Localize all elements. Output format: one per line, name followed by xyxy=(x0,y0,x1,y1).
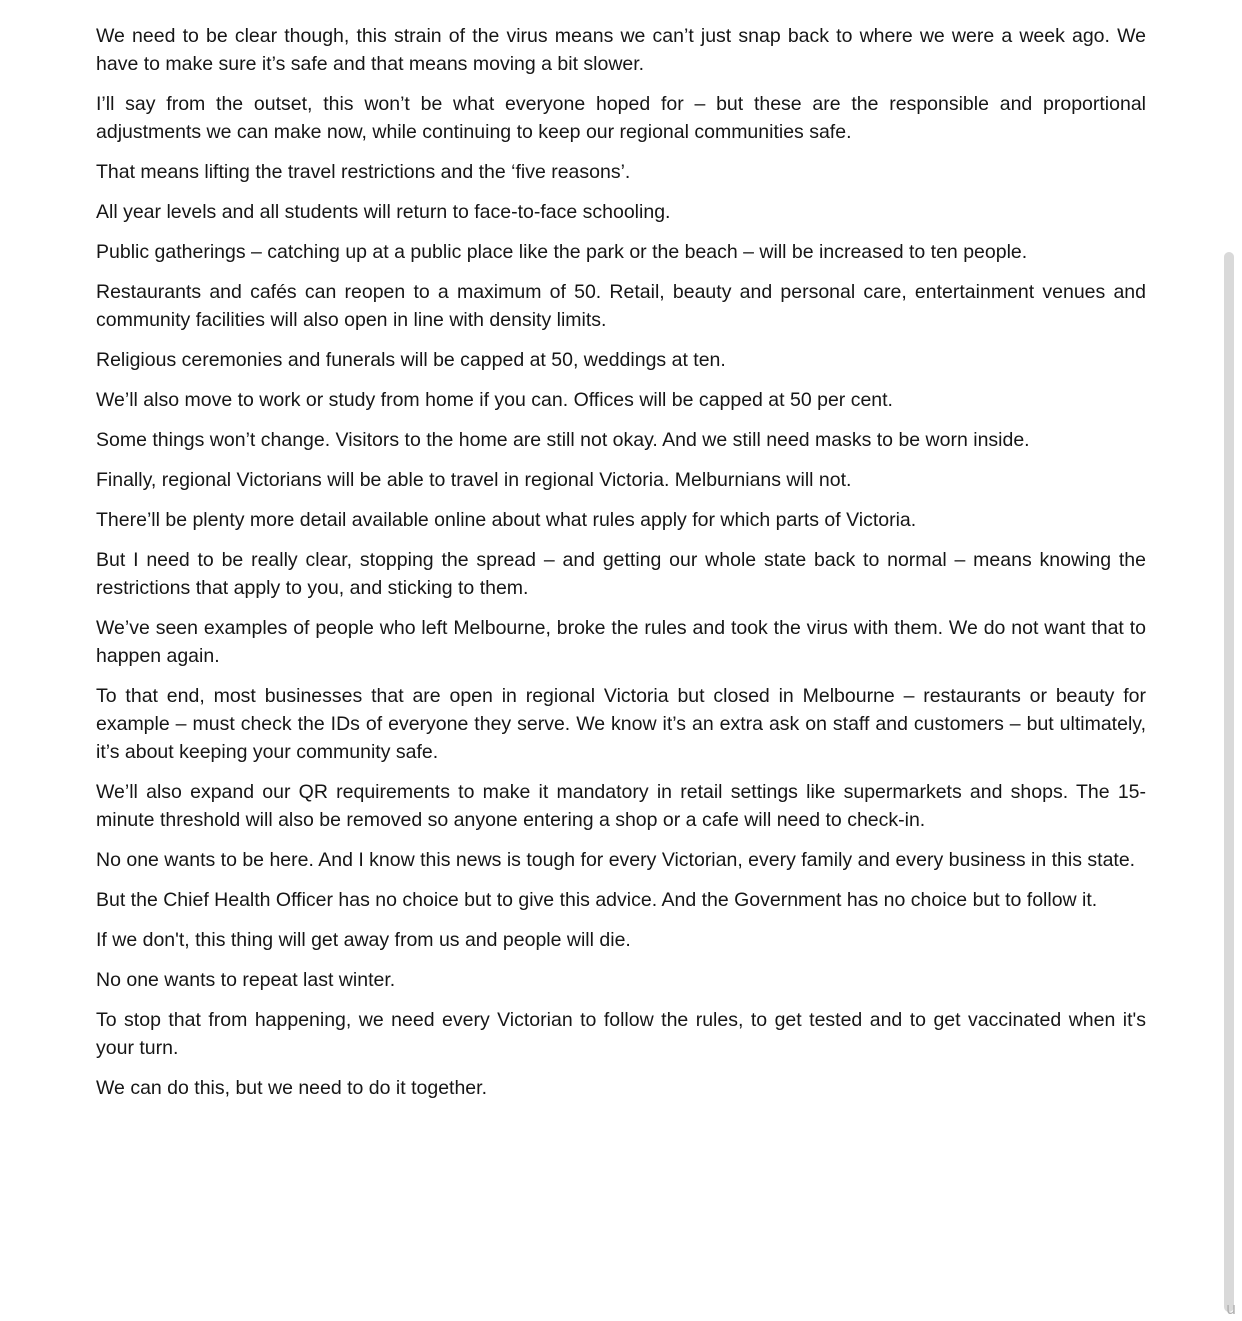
paragraph: There’ll be plenty more detail available online about what rules apply for which parts of Victoria. xyxy=(96,509,917,531)
paragraph: But the Chief Health Officer has no choice but to give this advice. And the Government has no choice but to follow it. xyxy=(96,889,1098,911)
paragraph: I’ll say from the outset, this won’t be what everyone hoped for – but these are the responsible and proportional adjustments we can make now, while continuing to keep our regional communities safe. xyxy=(96,93,1146,143)
paragraph: We’ll also move to work or study from home if you can. Offices will be capped at 50 per cent. xyxy=(96,389,893,411)
paragraph: If we don't, this thing will get away from us and people will die. xyxy=(96,929,631,951)
paragraph: To that end, most businesses that are open in regional Victoria but closed in Melbourne – restaurants or beauty for example – must check the IDs of everyone they serve. We know it’s an extra ask on staff and customers – but ultimately, it’s about keeping your community safe. xyxy=(96,685,1146,763)
document-page xyxy=(96,22,1146,1114)
paragraph: But I need to be really clear, stopping the spread – and getting our whole state back to normal – means knowing the restrictions that apply to you, and sticking to them. xyxy=(96,549,1146,599)
paragraph: Some things won’t change. Visitors to the home are still not okay. And we still need masks to be worn inside. xyxy=(96,429,1030,451)
paragraph: All year levels and all students will return to face-to-face schooling. xyxy=(96,201,671,223)
paragraph: We’ll also expand our QR requirements to make it mandatory in retail settings like supermarkets and shops. The 15-minute threshold will also be removed so anyone entering a shop or a cafe will need to check-in. xyxy=(96,781,1146,831)
paragraph: To stop that from happening, we need every Victorian to follow the rules, to get tested and to get vaccinated when it's your turn. xyxy=(96,1009,1146,1059)
vertical-scrollbar-thumb[interactable] xyxy=(1224,252,1234,1312)
paragraph: That means lifting the travel restrictions and the ‘five reasons’. xyxy=(96,161,631,183)
paragraph: We need to be clear though, this strain of the virus means we can’t just snap back to where we were a week ago. We have to make sure it’s safe and that means moving a bit slower. xyxy=(96,25,1146,75)
paragraph: No one wants to be here. And I know this news is tough for every Victorian, every family and every business in this state. xyxy=(96,849,1136,871)
paragraph: Finally, regional Victorians will be able to travel in regional Victoria. Melburnians will not. xyxy=(96,469,852,491)
paragraph: Restaurants and cafés can reopen to a maximum of 50. Retail, beauty and personal care, entertainment venues and community facilities will also open in line with density limits. xyxy=(96,281,1146,331)
paragraph: No one wants to repeat last winter. xyxy=(96,969,396,991)
paragraph: Religious ceremonies and funerals will be capped at 50, weddings at ten. xyxy=(96,349,726,371)
paragraph: We can do this, but we need to do it together. xyxy=(96,1077,487,1099)
scrollbar-corner-glyph: u xyxy=(1226,1299,1237,1318)
paragraph: Public gatherings – catching up at a public place like the park or the beach – will be increased to ten people. xyxy=(96,241,1028,263)
paragraph: We’ve seen examples of people who left Melbourne, broke the rules and took the virus with them. We do not want that to happen again. xyxy=(96,617,1146,667)
